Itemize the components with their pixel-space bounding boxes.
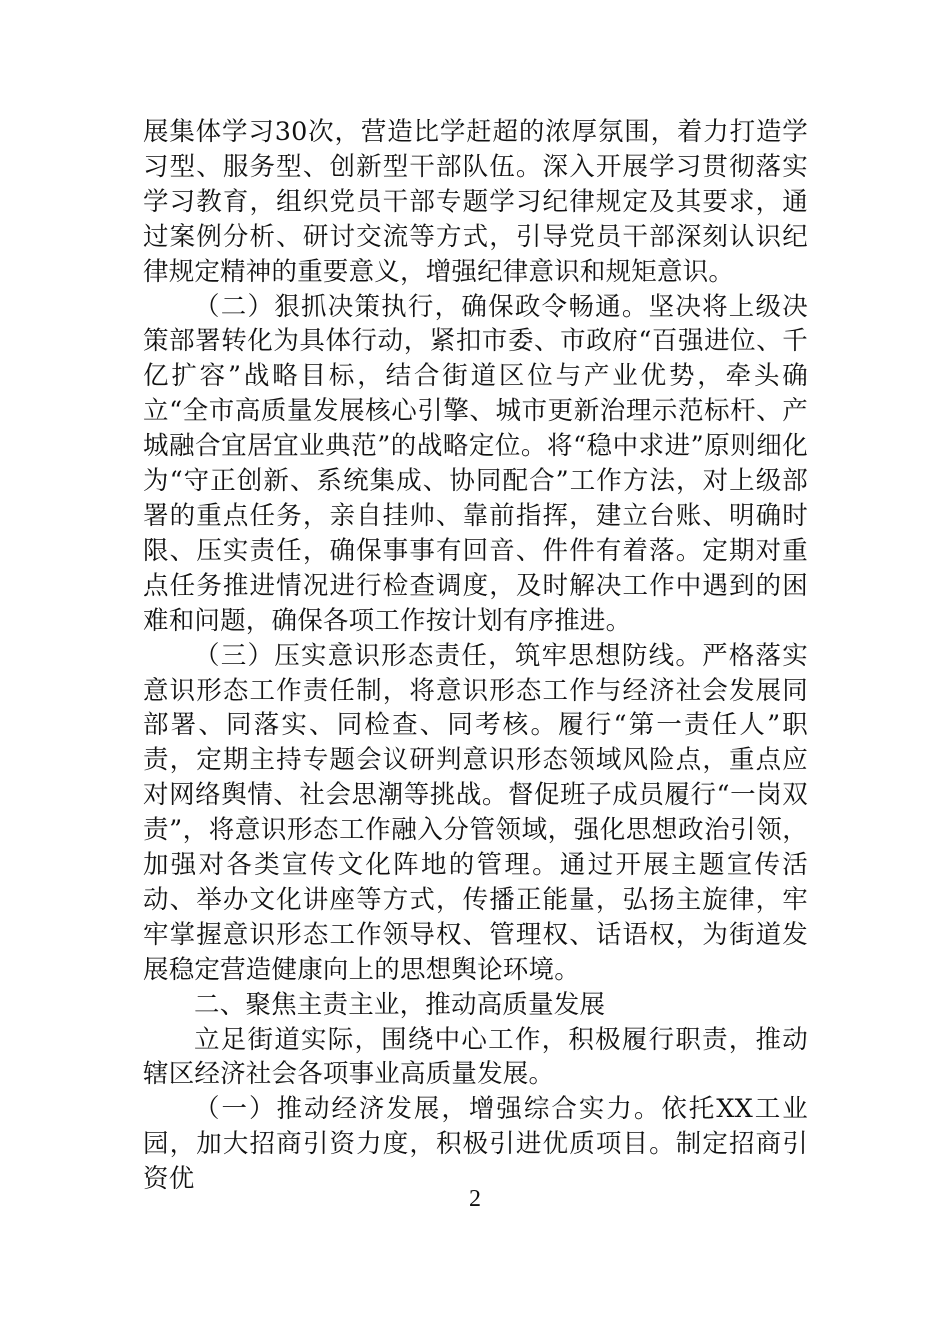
- paragraph-economic-development: （一）推动经济发展，增强综合实力。依托XX工业园，加大招商引资力度，积极引进优质项目。制定招商引资优: [143, 1094, 808, 1195]
- section-heading-main-duties: 二、聚焦主责主业，推动高质量发展: [194, 989, 606, 1020]
- paragraph-decision-execution: （二）狠抓决策执行，确保政令畅通。坚决将上级决策部署转化为具体行动，紧扣市委、市政府“百强进位、千亿扩容”战略目标，结合街道区位与产业优势，牵头确立“全市高质量发展核心引擎、城市更新治理示范标杆、产城融合宜居宜业典范”的战略定位。将“稳中求进”原则细化为“守正创新、系统集成、协同配合”工作方法，对上级部署的重点任务，亲自挂帅、靠前指挥，建立台账、明确时限、压实责任，确保事事有回音、件件有着落。定期对重点任务推进情况进行检查调度，及时解决工作中遇到的困难和问题，确保各项工作按计划有序推进。: [143, 291, 808, 636]
- paragraph-section-intro: 立足街道实际，围绕中心工作，积极履行职责，推动辖区经济社会各项事业高质量发展。: [143, 1024, 808, 1090]
- page-number: 2: [469, 1186, 481, 1212]
- document-body: [143, 115, 808, 1197]
- paragraph-study-continuation: 展集体学习30次，营造比学赶超的浓厚氛围，着力打造学习型、服务型、创新型干部队伍。深入开展学习贯彻落实学习教育，组织党员干部专题学习纪律规定及其要求，通过案例分析、研讨交流等方式，引导党员干部深刻认识纪律规定精神的重要意义，增强纪律意识和规矩意识。: [143, 117, 808, 287]
- paragraph-ideology-responsibility: （三）压实意识形态责任，筑牢思想防线。严格落实意识形态工作责任制，将意识形态工作与经济社会发展同部署、同落实、同检查、同考核。履行“第一责任人”职责，定期主持专题会议研判意识形态领域风险点，重点应对网络舆情、社会思潮等挑战。督促班子成员履行“一岗双责”，将意识形态工作融入分管领域，强化思想政治引领，加强对各类宣传文化阵地的管理。通过开展主题宣传活动、举办文化讲座等方式，传播正能量，弘扬主旋律，牢牢掌握意识形态工作领导权、管理权、话语权，为街道发展稳定营造健康向上的思想舆论环境。: [143, 640, 808, 985]
